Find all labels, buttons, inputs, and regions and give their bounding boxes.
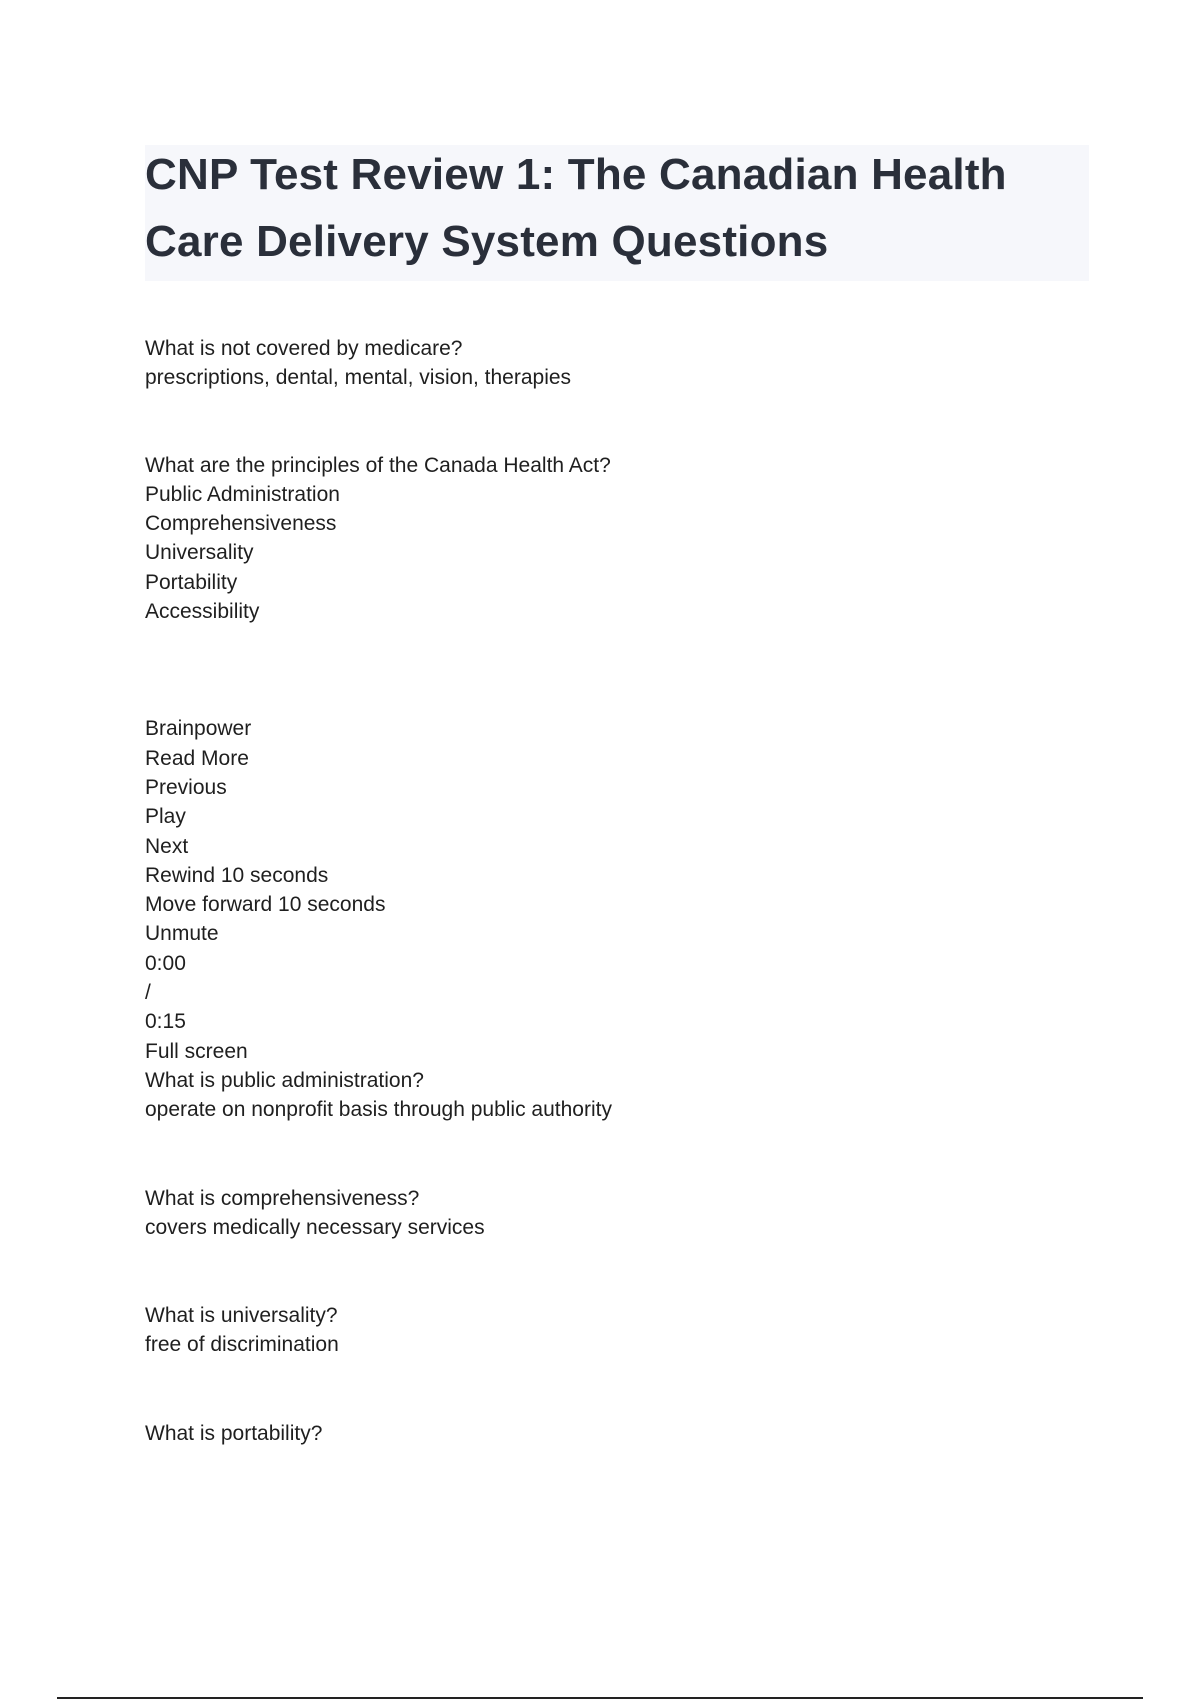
time-separator: / bbox=[145, 981, 151, 1005]
question-text: What is universality? bbox=[145, 1304, 338, 1328]
question-text: What is portability? bbox=[145, 1421, 323, 1445]
question-text: What is comprehensiveness? bbox=[145, 1186, 420, 1210]
question-text: What are the principles of the Canada Health Act? bbox=[145, 453, 611, 477]
question-text: What is not covered by medicare? bbox=[145, 337, 463, 360]
next-button[interactable]: Next bbox=[145, 834, 189, 858]
read-more-link[interactable]: Read More bbox=[145, 746, 249, 770]
answer-text: prescriptions, dental, mental, vision, therapies bbox=[145, 366, 572, 390]
answer-text: Portability bbox=[145, 570, 238, 594]
answer-text: Universality bbox=[145, 541, 254, 565]
current-time: 0:00 bbox=[145, 951, 186, 975]
document-body bbox=[145, 334, 1065, 1448]
previous-button[interactable]: Previous bbox=[145, 775, 227, 799]
duration: 0:15 bbox=[145, 1010, 186, 1034]
forward-button[interactable]: Move forward 10 seconds bbox=[145, 893, 386, 917]
answer-text: Comprehensiveness bbox=[145, 512, 337, 536]
answer-text: covers medically necessary services bbox=[145, 1215, 485, 1239]
bottom-divider bbox=[57, 1697, 1143, 1699]
unmute-button[interactable]: Unmute bbox=[145, 922, 219, 946]
play-button[interactable]: Play bbox=[145, 805, 186, 829]
rewind-button[interactable]: Rewind 10 seconds bbox=[145, 863, 329, 887]
answer-text: Accessibility bbox=[145, 600, 260, 624]
answer-text: free of discrimination bbox=[145, 1333, 339, 1357]
player-brand: Brainpower bbox=[145, 717, 252, 741]
question-text: What is public administration? bbox=[145, 1068, 424, 1092]
fullscreen-button[interactable]: Full screen bbox=[145, 1039, 248, 1063]
answer-text: Public Administration bbox=[145, 482, 340, 506]
page-title: CNP Test Review 1: The Canadian Health Care Delivery System Questions bbox=[145, 150, 1007, 266]
answer-text: operate on nonprofit basis through public authority bbox=[145, 1098, 612, 1122]
